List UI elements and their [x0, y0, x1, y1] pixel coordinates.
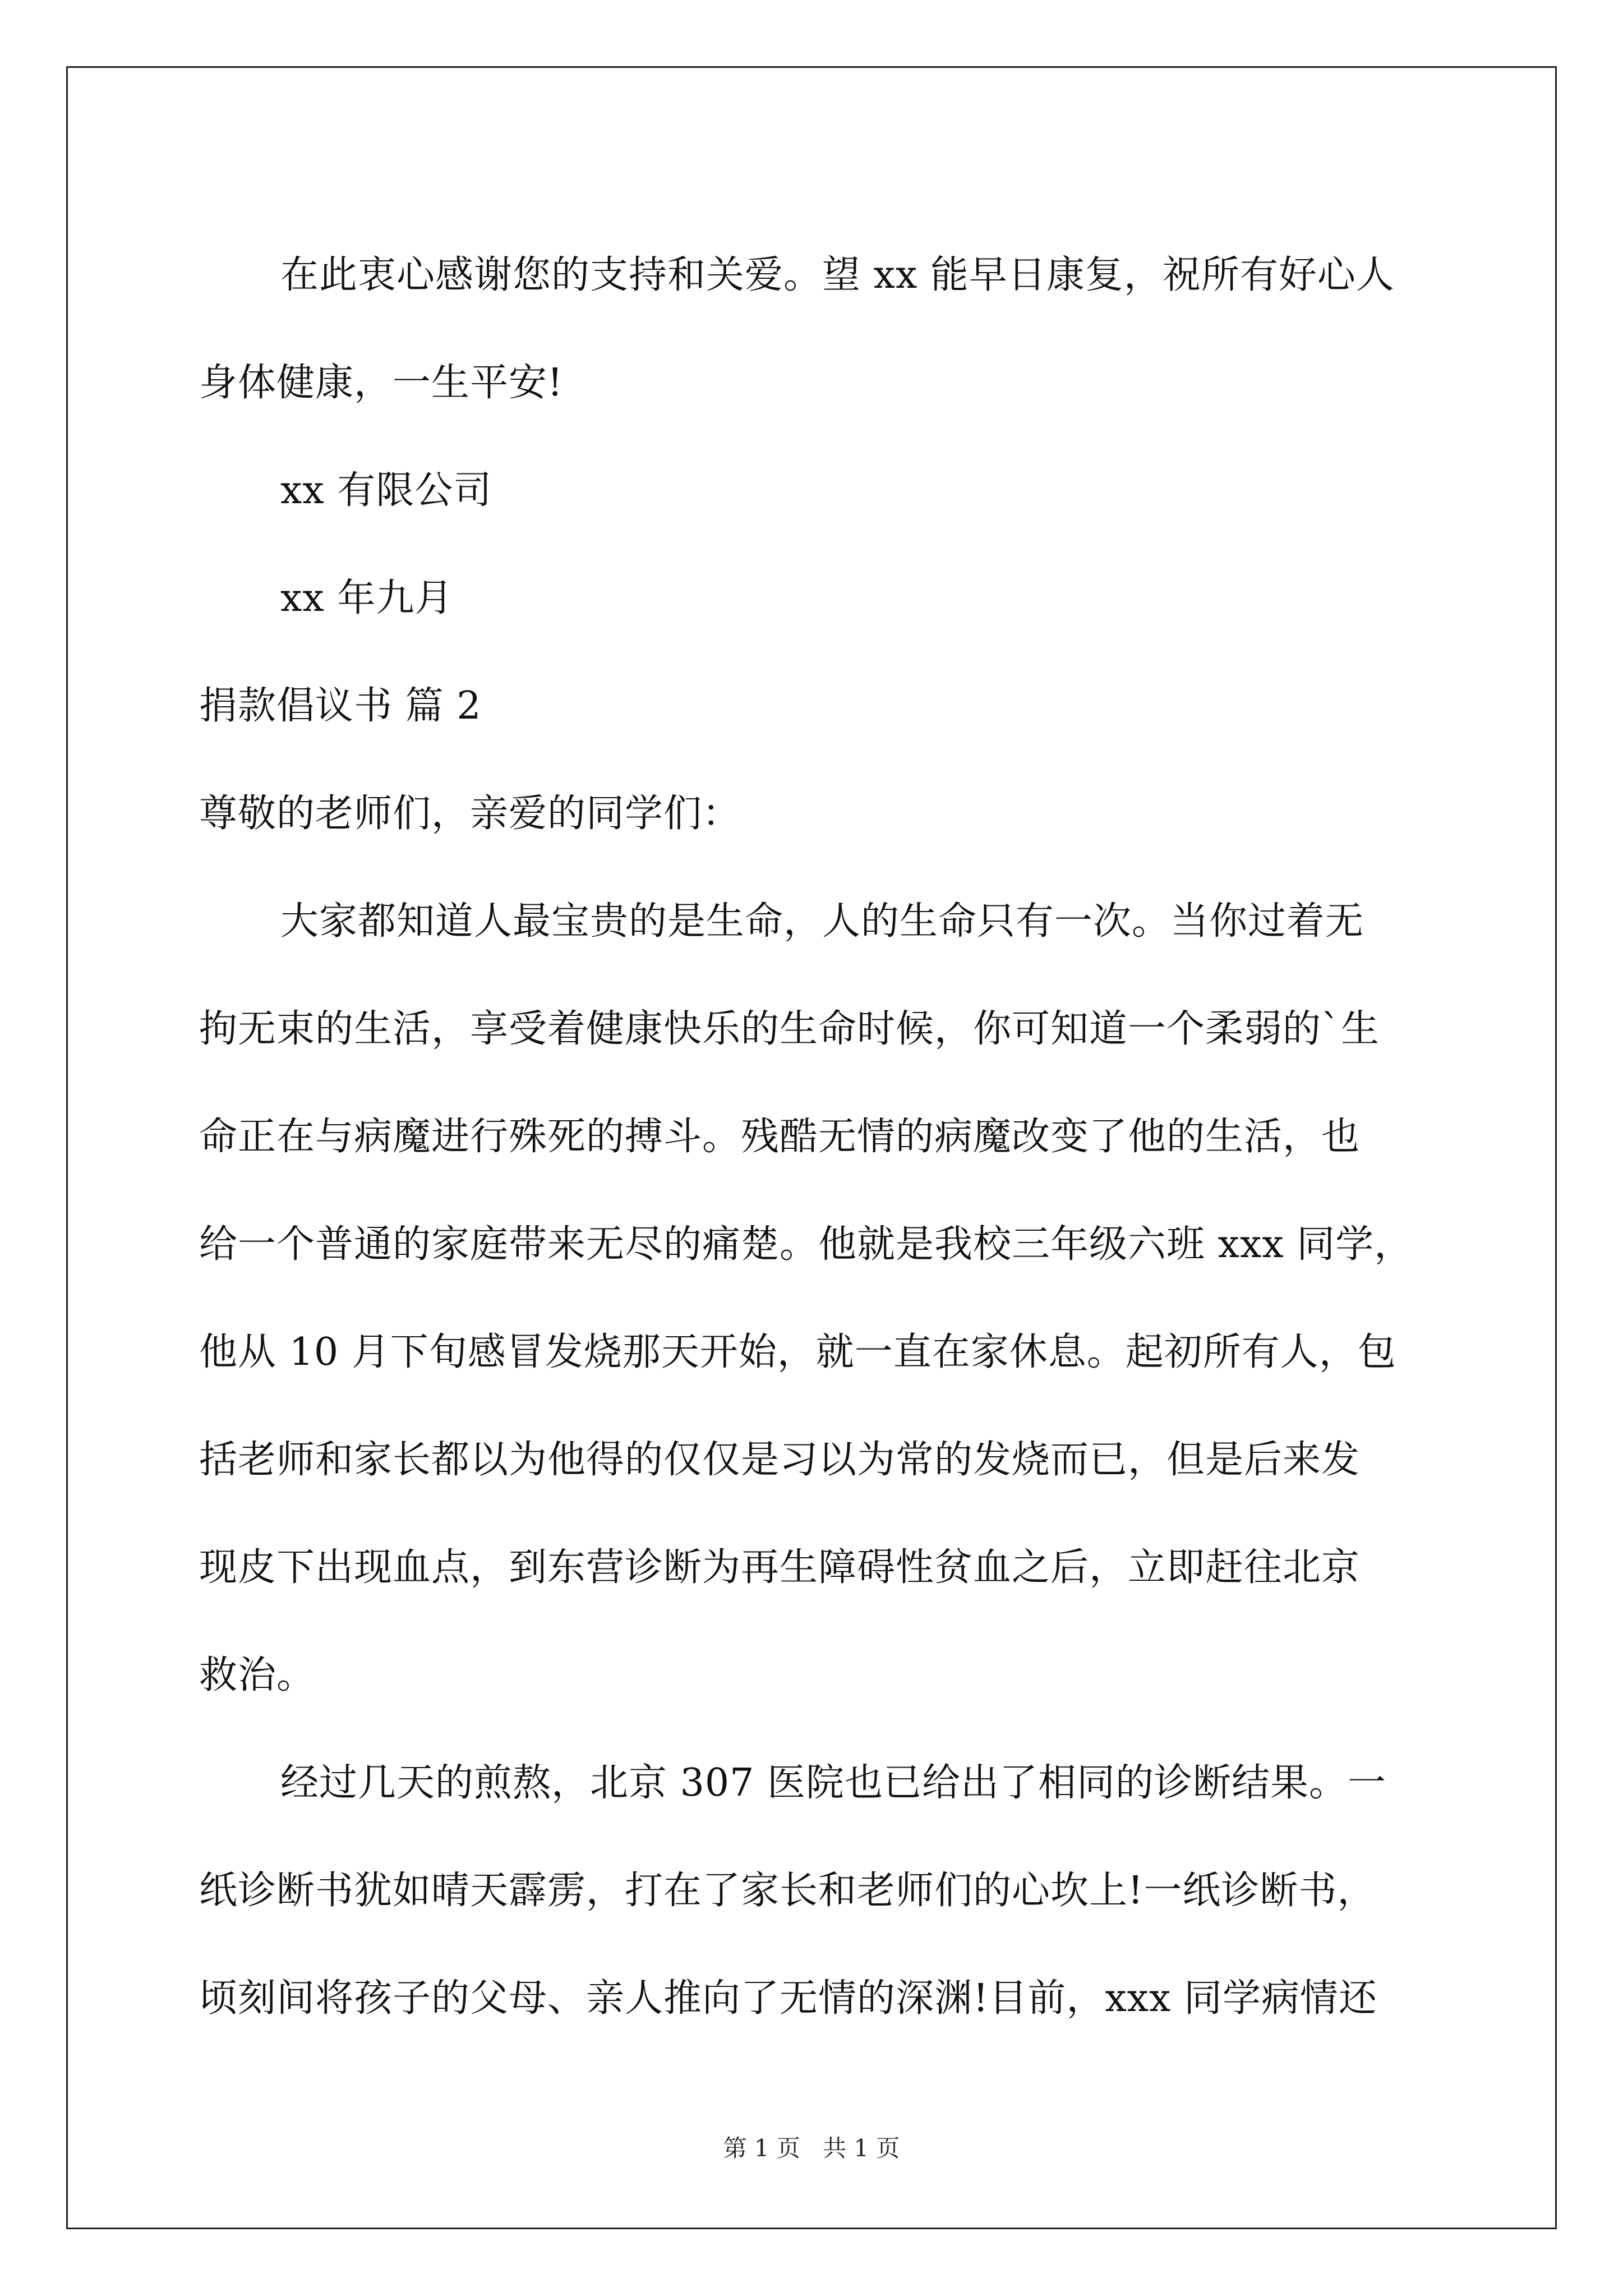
- document-body: [199, 222, 1433, 2053]
- signature-date: xx 年九月: [280, 576, 454, 620]
- text-line: 顷刻间将孩子的父母、亲人推向了无情的深渊!目前，xxx 同学病情还: [199, 1976, 1377, 2021]
- text-line: 命正在与病魔进行殊死的搏斗。残酷无情的病魔改变了他的生活，也: [199, 1115, 1361, 1159]
- text-line: 拘无束的生活，享受着健康快乐的生命时候，你可知道一个柔弱的`生: [199, 1007, 1380, 1051]
- text-line: 在此衷心感谢您的支持和关爱。望 xx 能早日康复，祝所有好心人: [280, 253, 1395, 297]
- text-line: 身体健康，一生平安!: [199, 361, 564, 405]
- text-line: 现皮下出现血点，到东营诊断为再生障碍性贫血之后，立即赶往北京: [199, 1545, 1361, 1590]
- text-line: 给一个普通的家庭带来无尽的痛楚。他就是我校三年级六班 xxx 同学，: [199, 1222, 1413, 1267]
- text-line: 大家都知道人最宝贵的是生命，人的生命只有一次。当你过着无: [280, 899, 1364, 944]
- page-total: 共 1 页: [823, 2134, 900, 2162]
- text-line: 救治。: [199, 1653, 316, 1697]
- text-line: 经过几天的煎熬，北京 307 医院也已给出了相同的诊断结果。一: [280, 1761, 1387, 1805]
- page-number: 第 1 页: [723, 2134, 800, 2162]
- signature-company: xx 有限公司: [280, 468, 492, 513]
- salutation: 尊敬的老师们，亲爱的同学们：: [199, 792, 741, 836]
- text-line: 他从 10 月下旬感冒发烧那天开始，就一直在家休息。起初所有人，包: [199, 1330, 1396, 1374]
- text-line: 括老师和家长都以为他得的仅仅是习以为常的发烧而已，但是后来发: [199, 1438, 1361, 1482]
- section-heading: 捐款倡议书 篇 2: [199, 684, 482, 728]
- text-line: 纸诊断书犹如晴天霹雳，打在了家长和老师们的心坎上!一纸诊断书，: [199, 1869, 1376, 1913]
- page-footer: [0, 2132, 1623, 2165]
